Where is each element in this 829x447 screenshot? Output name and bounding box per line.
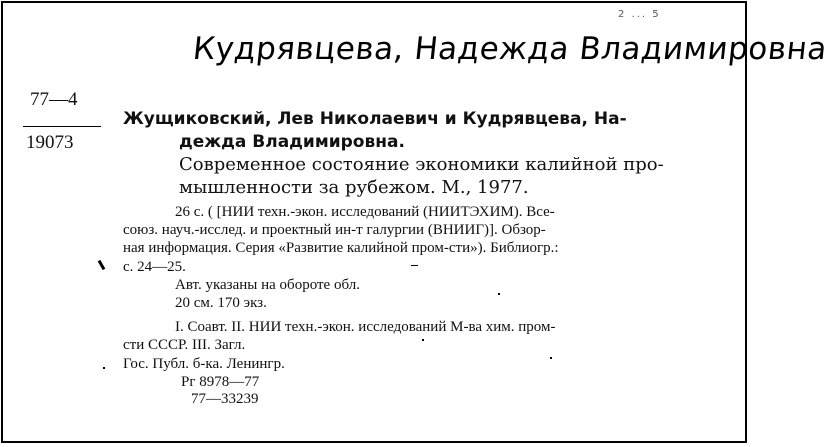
body-line: с. 24—25. <box>123 259 186 275</box>
body-line: 20 см. 170 экз. <box>175 295 267 311</box>
body-line: 77—33239 <box>191 391 259 407</box>
body-line: Авт. указаны на обороте обл. <box>175 277 360 293</box>
handwritten-heading: Кудрявцева, Надежда Владимировна <box>191 31 829 67</box>
body-line: союз. науч.-исслед. и проектный ин-т галургии (ВНИИГ)]. Обзор- <box>123 222 546 238</box>
body-line: I. Соавт. II. НИИ техн.-экон. исследований М-ва хим. пром- <box>175 319 556 335</box>
body-line: сти СССР. III. Загл. <box>123 337 246 353</box>
title-line-2: мышленности за рубежом. М., 1977. <box>179 177 529 198</box>
author-line-2: дежда Владимировна. <box>179 132 405 152</box>
scan-speck <box>498 293 500 295</box>
class-number-bottom: 19073 <box>26 132 74 153</box>
class-number-divider <box>23 126 101 127</box>
scan-speck <box>422 339 424 341</box>
class-number-top: 77—4 <box>30 89 78 110</box>
author-line-1: Жущиковский, Лев Николаевич и Кудрявцева, На- <box>123 109 627 129</box>
body-line: ная информация. Серия «Развитие калийной пром-сти»). Библиогр.: <box>123 240 559 256</box>
scan-speck <box>103 367 105 369</box>
title-line-1: Современное состояние экономики калийной про- <box>179 154 664 175</box>
handwritten-corner-note: 2 ... 5 <box>618 9 661 20</box>
catalog-card <box>1 1 829 443</box>
scan-speck <box>98 260 106 270</box>
scan-speck <box>411 265 418 266</box>
scan-speck <box>550 357 552 359</box>
body-line: 26 с. ( [НИИ техн.-экон. исследований (НИИТЭХИМ). Все- <box>175 204 555 220</box>
body-line: Гос. Публ. б-ка. Ленингр. <box>123 356 285 372</box>
body-line: Рг 8978—77 <box>181 374 260 390</box>
